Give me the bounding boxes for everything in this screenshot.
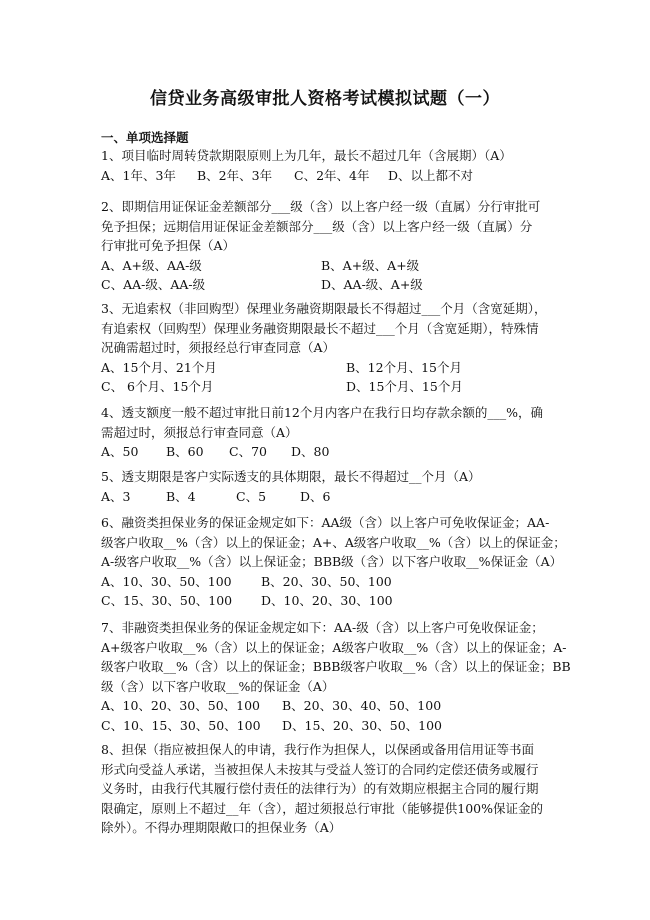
question-text: 需超过时，须报总行审查同意（A）: [101, 424, 298, 440]
option-b: B、4: [166, 488, 196, 504]
option-b: B、12个月、15个月: [346, 359, 462, 375]
question-7: [101, 618, 571, 735]
question-3: [101, 299, 556, 397]
option-a: A、10、30、50、100: [101, 573, 232, 589]
question-text: 除外）。不得办理期限敞口的担保业务（A）: [101, 820, 342, 835]
question-text: 4、透支额度一般不超过审批日前12个月内客户在我行日均存款余额的___%，确: [101, 405, 543, 420]
option-b: B、2年、3年: [197, 167, 273, 183]
options-row: [101, 166, 556, 186]
question-text: 免予担保；远期信用证保证金差额部分___级（含）以上客户经一级（直属）分: [101, 218, 533, 234]
option-b: B、60: [166, 444, 204, 459]
question-text: 有追索权（回购型）保理业务融资期限最长不超过___个月（含宽延期），特殊情: [101, 320, 539, 336]
question-text: 7、非融资类担保业务的保证金规定如下：AA-级（含）以上客户可免收保证金；: [101, 620, 544, 635]
question-text: 8、担保（指应被担保人的申请，我行作为担保人，以保函或备用信用证等书面: [101, 742, 534, 757]
option-d: D、80: [291, 444, 330, 459]
question-text: 行审批可免予担保（A）: [101, 238, 236, 253]
question-text: A-级客户收取__%（含）以上保证金；BBB级（含）以下客户收取__%保证金（A）: [101, 554, 563, 569]
question-text: 形式向受益人承诺，当被担保人未按其与受益人签订的合同约定偿还债务或履行: [101, 761, 539, 777]
section-heading: 一、单项选择题: [101, 130, 189, 145]
option-a: A、1年、3年: [101, 167, 176, 183]
option-d: D、15个月、15个月: [346, 379, 463, 394]
option-c: C、2年、4年: [294, 167, 370, 183]
question-text: 2、即期信用证保证金差额部分___级（含）以上客户经一级（直属）分行审批可: [101, 199, 541, 214]
option-d: D、6: [300, 488, 331, 504]
question-text: 级客户收取__%（含）以上的保证金；BBB级客户收取__%（含）以上的保证金；BB: [101, 659, 571, 674]
options-row: [101, 377, 556, 397]
option-b: B、20、30、40、50、100: [282, 698, 442, 713]
options-row: [101, 591, 556, 611]
option-a: A、50: [101, 444, 139, 459]
option-c: C、70: [229, 444, 267, 459]
question-5: [101, 467, 556, 506]
question-8: [101, 740, 556, 838]
option-d: D、10、20、30、100: [261, 593, 393, 608]
option-d: D、15、20、30、50、100: [282, 717, 443, 733]
option-c: C、15、30、50、100: [101, 593, 233, 608]
options-row: [101, 487, 556, 507]
options-row: [101, 358, 556, 378]
options-row: [101, 442, 556, 462]
document-title: 信贷业务高级审批人资格考试模拟试题（一）: [150, 89, 500, 109]
option-b: B、A+级、A+级: [321, 257, 420, 273]
options-row: [101, 696, 556, 716]
option-d: D、AA-级、A+级: [321, 277, 423, 292]
question-text: 1、项目临时周转贷款期限原则上为几年，最长不超过几年（含展期）（A）: [101, 148, 512, 163]
option-a: A、3: [101, 488, 131, 504]
question-text: 况确需超过时，须报经总行审查同意（A）: [101, 340, 336, 355]
option-c: C、 6个月、15个月: [101, 379, 214, 394]
question-text: 6、融资类担保业务的保证金规定如下：AA级（含）以上客户可免收保证金；AA-: [101, 515, 550, 530]
option-d: D、以上都不对: [388, 167, 474, 183]
option-a: A、A+级、AA-级: [101, 257, 202, 273]
question-text: 5、透支期限是客户实际透支的具体期限，最长不得超过__个月（A）: [101, 469, 481, 484]
option-c: C、10、15、30、50、100: [101, 717, 261, 733]
question-text: 限确定，原则上不超过__年（含），超过须报总行审批（能够提供100%保证金的: [101, 800, 543, 816]
option-a: A、15个月、21个月: [101, 359, 217, 375]
option-c: C、AA-级、AA-级: [101, 277, 206, 292]
question-text: 级客户收取__%（含）以上的保证金；A+、A级客户收取__%（含）以上的保证金；: [101, 534, 566, 550]
question-text: 义务时，由我行代其履行偿付责任的法律行为）的有效期应根据主合同的履行期: [101, 781, 539, 796]
options-row: [101, 275, 556, 295]
question-4: [101, 403, 556, 462]
option-c: C、5: [236, 488, 267, 504]
option-b: B、20、30、50、100: [261, 573, 392, 589]
question-text: A+级客户收取__%（含）以上的保证金；A级客户收取__%（含）以上的保证金；A-: [101, 639, 567, 655]
option-a: A、10、20、30、50、100: [101, 698, 261, 713]
question-text: 3、无追索权（非回购型）保理业务融资期限最长不得超过___个月（含宽延期），: [101, 301, 547, 316]
options-row: [101, 572, 556, 592]
question-2: [101, 197, 556, 295]
options-row: [101, 256, 556, 276]
question-1: [101, 146, 556, 185]
question-6: [101, 513, 566, 611]
options-row: [101, 716, 556, 736]
question-text: 级（含）以下客户收取__%的保证金（A）: [101, 678, 335, 694]
